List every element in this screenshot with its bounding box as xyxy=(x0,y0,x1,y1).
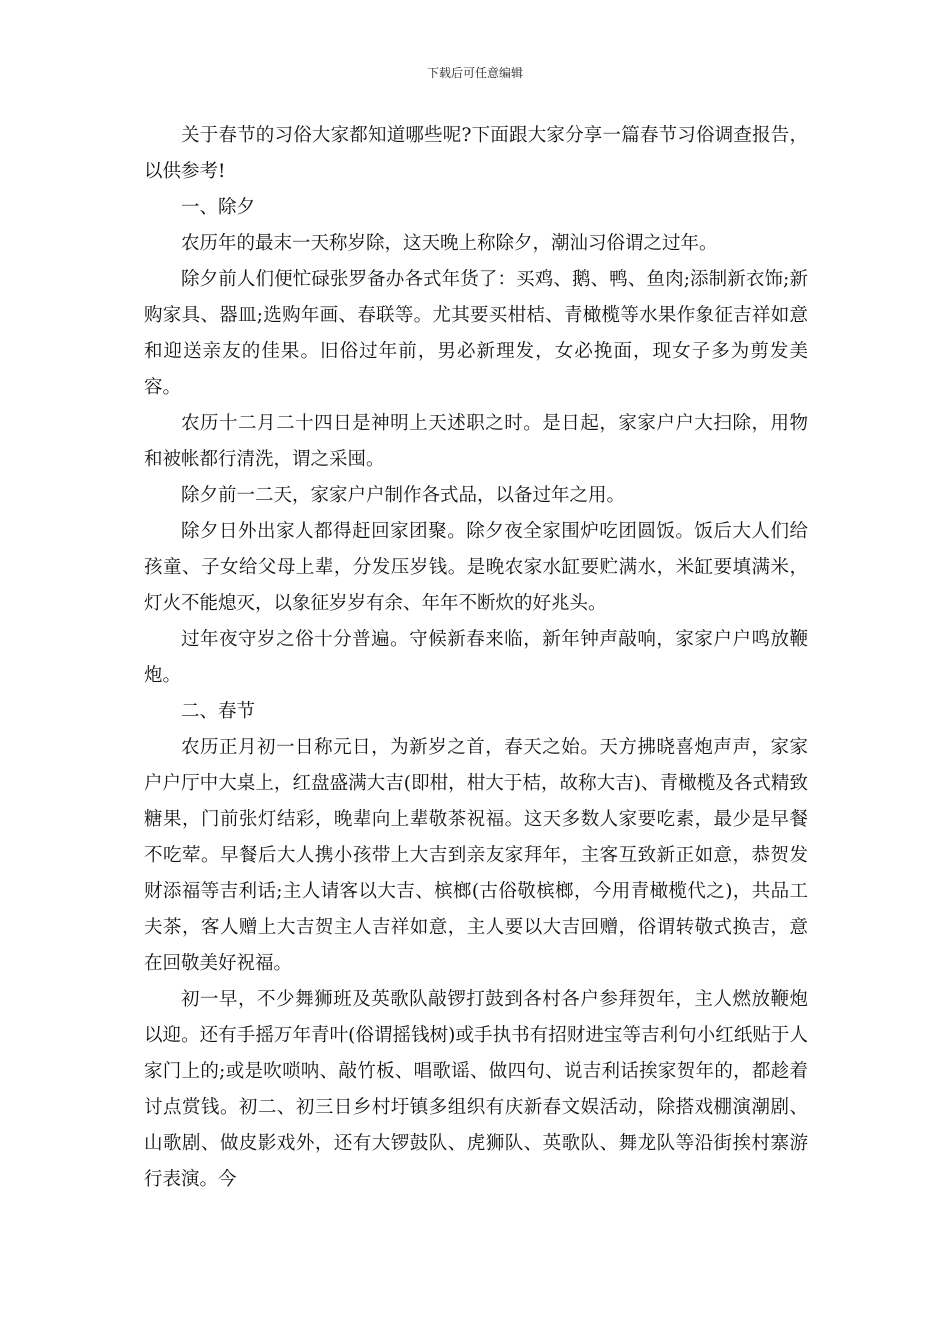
section-heading-chunjie: 二、春节 xyxy=(181,701,256,722)
intro-paragraph: 关于春节的习俗大家都知道哪些呢?下面跟大家分享一篇春节习俗调查报告，以供参考! xyxy=(144,125,808,182)
paragraph: 农历十二月二十四日是神明上天述职之时。是日起，家家户户大扫除，用物和被帐都行清洗，谓之采囤。 xyxy=(144,413,808,470)
page-header: 下载后可任意编辑 xyxy=(426,66,523,80)
paragraph: 农历正月初一日称元日，为新岁之首，春天之始。天方拂晓喜炮声声，家家户户厅中大桌上，红盘盛满大吉(即柑，柑大于桔，故称大吉)、青橄榄及各式精致糖果，门前张灯结彩，晚辈向上辈敬茶祝福。这天多数人家要吃素，最少是早餐不吃荤。早餐后大人携小孩带上大吉到亲友家拜年，主客互致新正如意，恭贺发财添福等吉利话;主人请客以大吉、槟榔(古俗敬槟榔，今用青橄榄代之)，共品工夫茶，客人赠上大吉贺主人吉祥如意，主人要以大吉回赠，俗谓转敬式换吉，意在回敬美好祝福。 xyxy=(144,737,808,974)
paragraph: 除夕前人们便忙碌张罗备办各式年货了：买鸡、鹅、鸭、鱼肉;添制新衣饰;新购家具、器皿;选购年画、春联等。尤其要买柑桔、青橄榄等水果作象征吉祥如意和迎送亲友的佳果。旧俗过年前，男必新理发，女必挽面，现女子多为剪发美容。 xyxy=(144,269,808,398)
paragraph: 初一早，不少舞狮班及英歌队敲锣打鼓到各村各户参拜贺年，主人燃放鞭炮以迎。还有手摇万年青叶(俗谓摇钱树)或手执书有招财进宝等吉利句小红纸贴于人家门上的;或是吹唢呐、敲竹板、唱歌谣、做四句、说吉利话挨家贺年的，都趁着讨点赏钱。初二、初三日乡村圩镇多组织有庆新春文娱活动，除搭戏棚演潮剧、山歌剧、做皮影戏外，还有大锣鼓队、虎狮队、英歌队、舞龙队等沿街挨村寨游行表演。今 xyxy=(144,989,808,1190)
paragraph: 农历年的最末一天称岁除，这天晚上称除夕，潮汕习俗谓之过年。 xyxy=(181,233,718,254)
paragraph: 除夕日外出家人都得赶回家团聚。除夕夜全家围炉吃团圆饭。饭后大人们给孩童、子女给父母上辈，分发压岁钱。是晚农家水缸要贮满水，米缸要填满米，灯火不能熄灭，以象征岁岁有余、年年不断炊的好兆头。 xyxy=(144,521,808,614)
section-heading-chuxi: 一、除夕 xyxy=(181,197,256,218)
document-body xyxy=(144,118,808,1198)
paragraph: 除夕前一二天，家家户户制作各式品，以备过年之用。 xyxy=(181,485,626,506)
paragraph: 过年夜守岁之俗十分普遍。守候新春来临，新年钟声敲响，家家户户鸣放鞭炮。 xyxy=(144,629,808,686)
